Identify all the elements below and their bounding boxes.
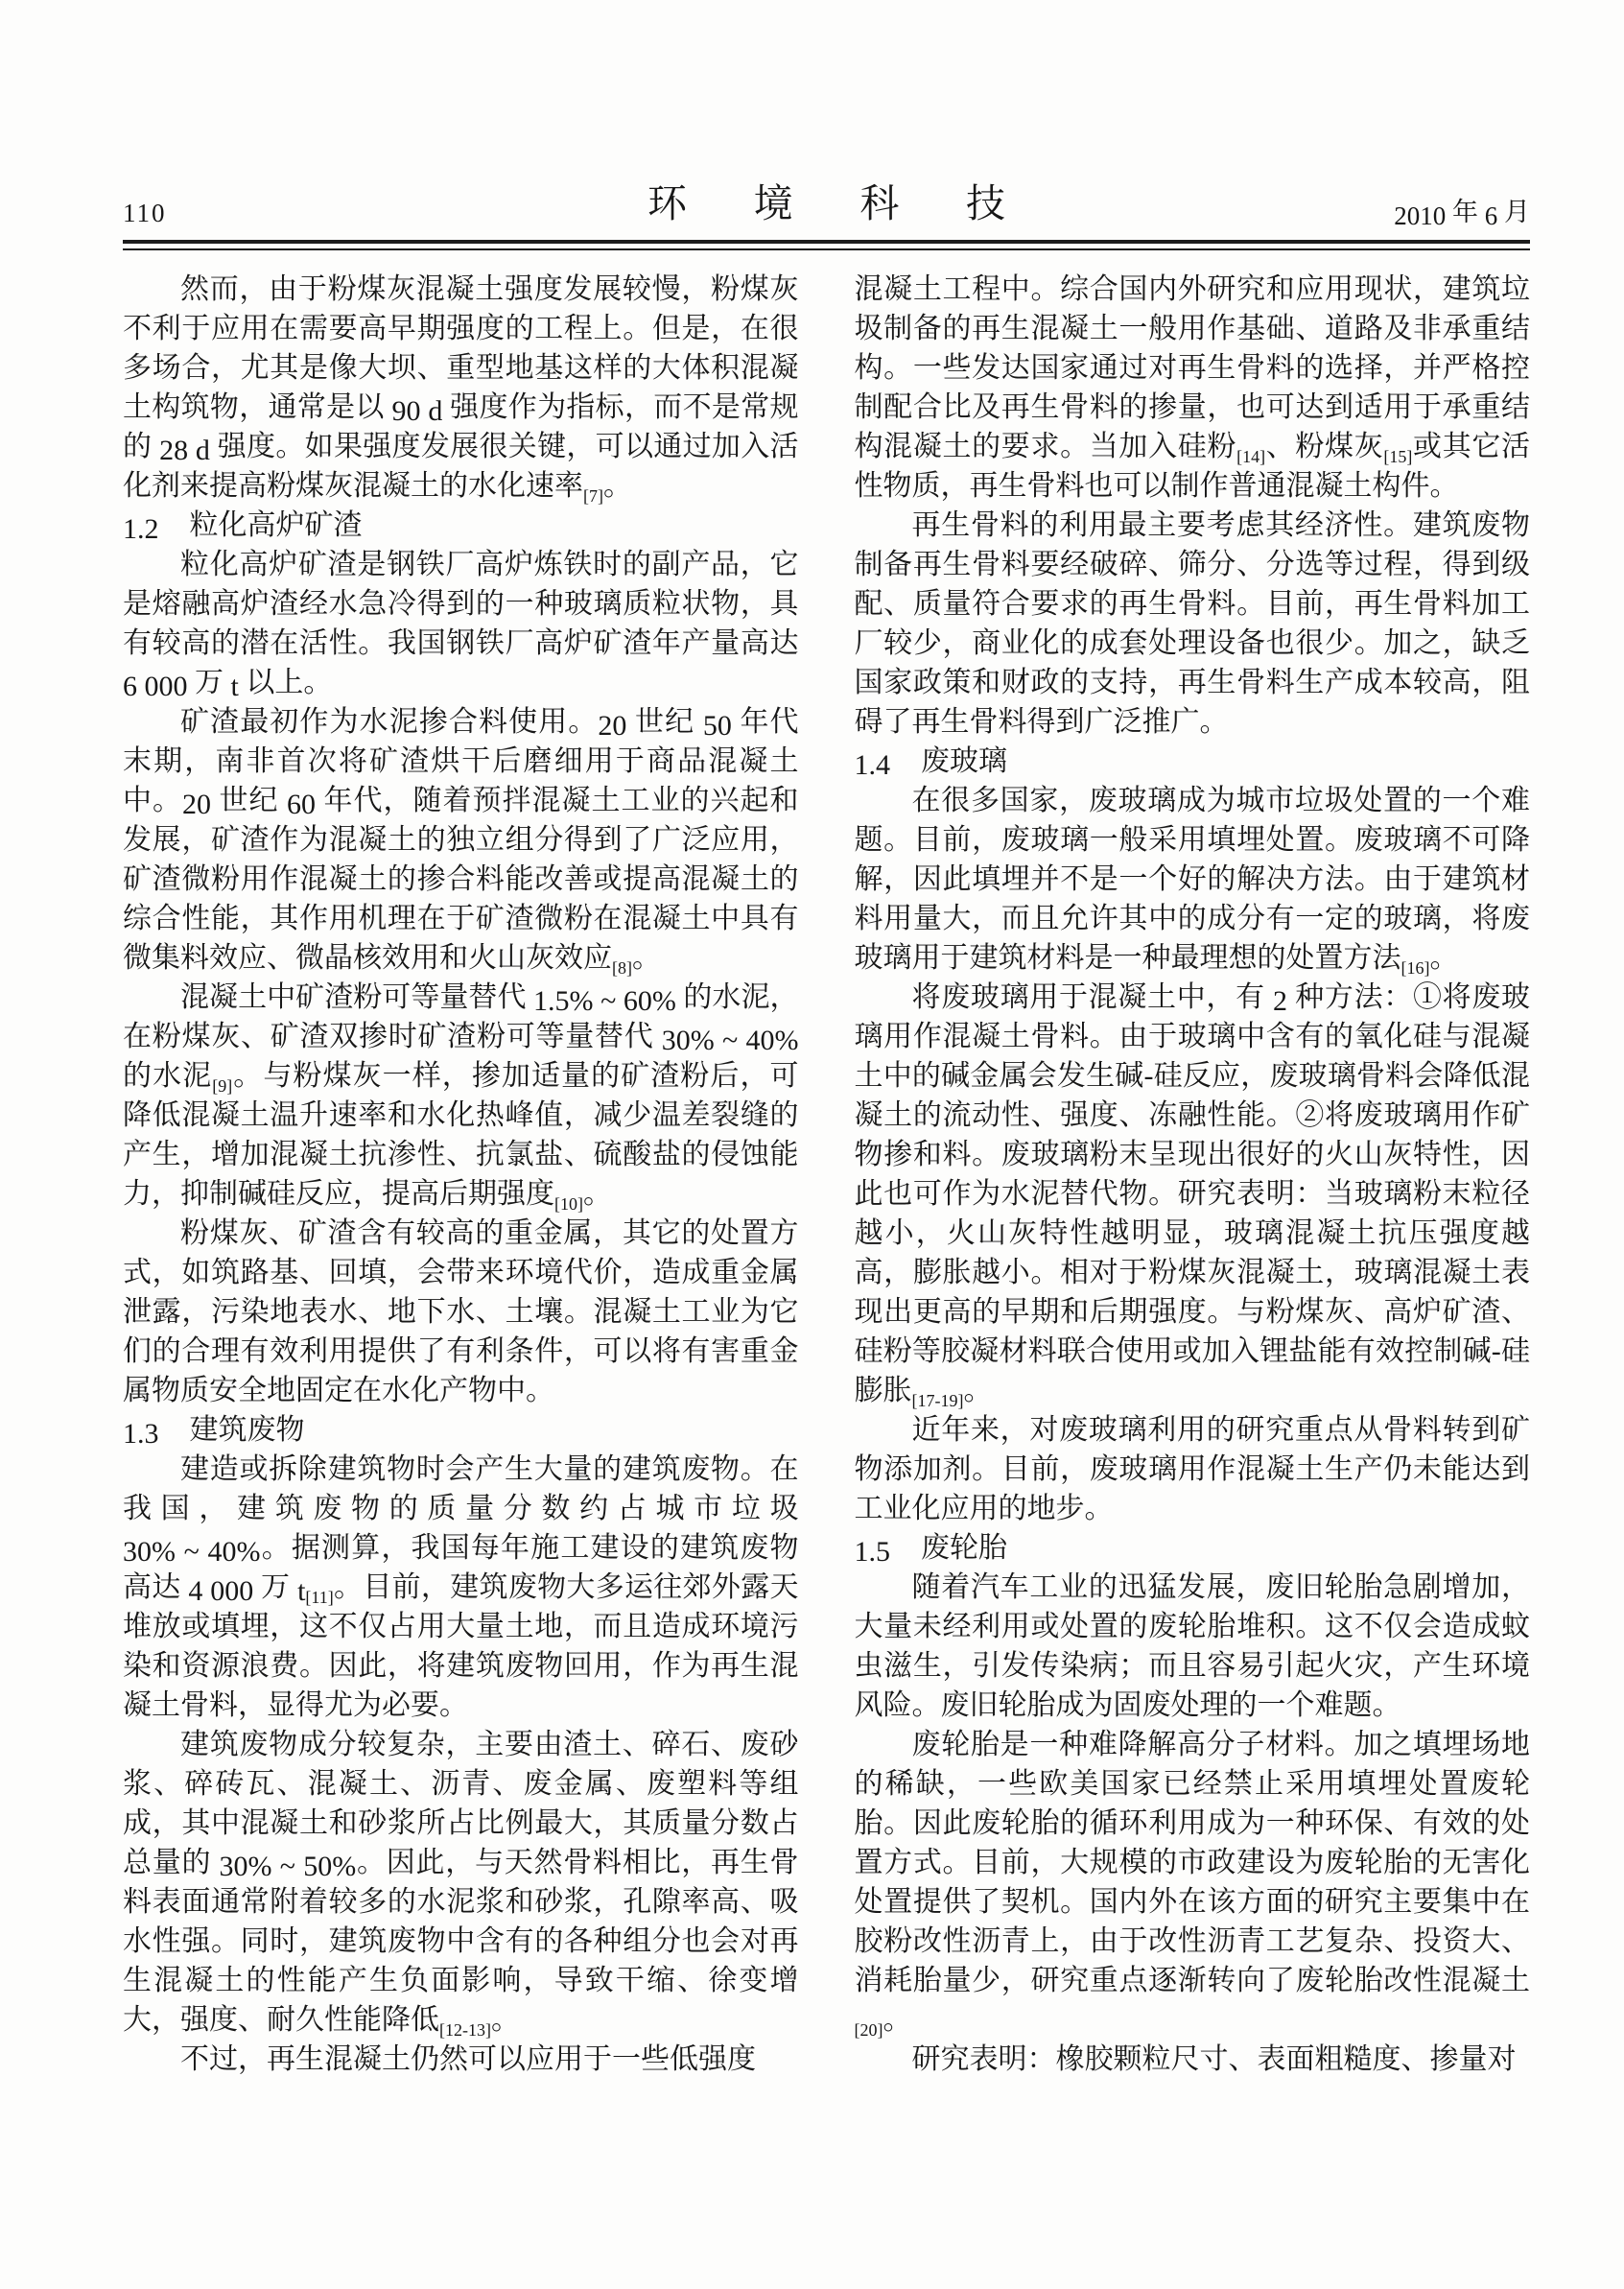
paragraph: 不过，再生混凝土仍然可以应用于一些低强度 — [180, 2043, 756, 2075]
left-column — [123, 270, 799, 2079]
paragraph: 粒化高炉矿渣是钢铁厂高炉炼铁时的副产品，它是熔融高炉渣经水急冷得到的一种玻璃质粒状物，具有较高的潜在活性。我国钢铁厂高炉矿渣年产量高达 6 000 万 t 以上。 — [123, 549, 799, 702]
page-header — [123, 181, 1530, 230]
section-title: 粒化高炉矿渣 — [189, 509, 363, 541]
section-heading — [855, 1528, 1531, 1568]
issue-date: 2010 年 6 月 — [1394, 198, 1530, 230]
paragraph: 然而，由于粉煤灰混凝土强度发展较慢，粉煤灰不利于应用在需要高早期强度的工程上。但是，在很多场合，尤其是像大坝、重型地基这样的大体积混凝土构筑物，通常是以 90 d 强度作为指标，而不是常规的 28 d 强度。如果强度发展很关键，可以通过加入活化剂来提高粉煤灰混凝土的水化速率$_{[7]}$。 — [123, 273, 799, 507]
paragraph: 将废玻璃用于混凝土中，有 2 种方法：①将废玻璃用作混凝土骨料。由于玻璃中含有的氧化硅与混凝土中的碱金属会发生碱-硅反应，废玻璃骨料会降低混凝土的流动性、强度、冻融性能。②将废玻璃用作矿物掺和料。废玻璃粉末呈现出很好的火山灰特性，因此也可作为水泥替代物。研究表明：当玻璃粉末粒径越小，火山灰特性越明显，玻璃混凝土抗压强度越高，膨胀越小。相对于粉煤灰混凝土，玻璃混凝土表现出更高的早期和后期强度。与粉煤灰、高炉矿渣、硅粉等胶凝材料联合使用或加入锂盐能有效控制碱-硅膨胀$_{[17-19]}$。 — [854, 981, 1531, 1411]
paragraph: 在很多国家，废玻璃成为城市垃圾处置的一个难题。目前，废玻璃一般采用填埋处置。废玻璃不可降解，因此填埋并不是一个好的解决方法。由于建筑材料用量大，而且允许其中的成分有一定的玻璃，将废玻璃用于建筑材料是一种最理想的处置方法$_{[16]}$。 — [854, 785, 1530, 979]
header-rule — [123, 240, 1530, 250]
section-title: 废轮胎 — [921, 1532, 1007, 1564]
paragraph: 废轮胎是一种难降解高分子材料。加之填埋场地的稀缺，一些欧美国家已经禁止采用填埋处置废轮胎。因此废轮胎的循环利用成为一种环保、有效的处置方式。目前，大规模的市政建设为废轮胎的无害化处置提供了契机。国内外在该方面的研究主要集中在胶粉改性沥青上，由于改性沥青工艺复杂、投资大、消耗胎量少，研究重点逐渐转向了废轮胎改性混凝土$_{[20]}$。 — [854, 1729, 1530, 2041]
section-title: 建筑废物 — [189, 1414, 305, 1446]
section-number: 1.5 — [854, 1535, 890, 1568]
section-title: 废玻璃 — [921, 745, 1007, 777]
paragraph: 矿渣最初作为水泥掺合料使用。20 世纪 50 年代末期，南非首次将矿渣烘干后磨细用于商品混凝土中。20 世纪 60 年代，随着预拌混凝土工业的兴起和发展，矿渣作为混凝土的独立组分得到了广泛应用，矿渣微粉用作混凝土的掺合料能改善或提高混凝土的综合性能，其作用机理在于矿渣微粉在混凝土中具有微集料效应、微晶核效用和火山灰效应$_{[8]}$。 — [123, 706, 799, 979]
paragraph: 混凝土中矿渣粉可等量替代 1.5% ~ 60% 的水泥，在粉煤灰、矿渣双掺时矿渣粉可等量替代 30% ~ 40% 的水泥$_{[9]}$。与粉煤灰一样，掺加适量的矿渣粉后，可降低混凝土温升速率和水化热峰值，减少温差裂缝的产生，增加混凝土抗渗性、抗氯盐、硫酸盐的侵蚀能力，抑制碱硅反应，提高后期强度$_{[10]}$。 — [123, 981, 799, 1215]
paragraph: 近年来，对废玻璃利用的研究重点从骨料转到矿物添加剂。目前，废玻璃用作混凝土生产仍未能达到工业化应用的地步。 — [854, 1414, 1530, 1524]
paragraph: 研究表明：橡胶颗粒尺寸、表面粗糙度、掺量对 — [911, 2043, 1517, 2075]
right-column — [855, 270, 1531, 2079]
section-number: 1.2 — [123, 512, 159, 545]
section-number: 1.4 — [854, 748, 890, 781]
paragraph: 粉煤灰、矿渣含有较高的重金属，其它的处置方式，如筑路基、回填，会带来环境代价，造成重金属泄露，污染地表水、地下水、土壤。混凝土工业为它们的合理有效利用提供了有利条件，可以将有害重金属物质安全地固定在水化产物中。 — [123, 1217, 799, 1406]
section-heading — [855, 742, 1531, 781]
paragraph: 建筑废物成分较复杂，主要由渣土、碎石、废砂浆、碎砖瓦、混凝土、沥青、废金属、废塑料等组成，其中混凝土和砂浆所占比例最大，其质量分数占总量的 30% ~ 50%。因此，与天然骨料相比，再生骨料表面通常附着较多的水泥浆和砂浆，孔隙率高、吸水性强。同时，建筑废物中含有的各种组分也会对再生混凝土的性能产生负面影响，导致干缩、徐变增大，强度、耐久性能降低$_{[12-13]}$。 — [123, 1729, 799, 2041]
section-heading — [123, 1410, 799, 1450]
section-number: 1.3 — [123, 1417, 159, 1450]
paragraph: 随着汽车工业的迅猛发展，废旧轮胎急剧增加，大量未经利用或处置的废轮胎堆积。这不仅会造成蚊虫滋生，引发传染病；而且容易引起火灾，产生环境风险。废旧轮胎成为固废处理的一个难题。 — [854, 1571, 1530, 1721]
paragraph: 混凝土工程中。综合国内外研究和应用现状，建筑垃圾制备的再生混凝土一般用作基础、道路及非承重结构。一些发达国家通过对再生骨料的选择，并严格控制配合比及再生骨料的掺量，也可达到适用于承重结构混凝土的要求。当加入硅粉$_{[14]}$、粉煤灰$_{[15]}$或其它活性物质，再生骨料也可以制作普通混凝土构件。 — [854, 273, 1531, 502]
content-columns — [123, 270, 1530, 2079]
paragraph: 再生骨料的利用最主要考虑其经济性。建筑废物制备再生骨料要经破碎、筛分、分选等过程，得到级配、质量符合要求的再生骨料。目前，再生骨料加工厂较少，商业化的成套处理设备也很少。加之，缺乏国家政策和财政的支持，再生骨料生产成本较高，阻碍了再生骨料得到广泛推广。 — [854, 509, 1530, 738]
page-number: 110 — [123, 199, 167, 227]
section-heading — [123, 506, 799, 545]
paragraph: 建造或拆除建筑物时会产生大量的建筑废物。在我国，建筑废物的质量分数约占城市垃圾 30% ~ 40%。据测算，我国每年施工建设的建筑废物高达 4 000 万 $t_{[11]}$。目前，建筑废物大多运往郊外露天堆放或填埋，这不仅占用大量土地，而且造成环境污染和资源浪费。因此，将建筑废物回用，作为再生混凝土骨料，显得尤为必要。 — [123, 1453, 799, 1721]
journal-title: 环境科技 — [647, 181, 1072, 225]
